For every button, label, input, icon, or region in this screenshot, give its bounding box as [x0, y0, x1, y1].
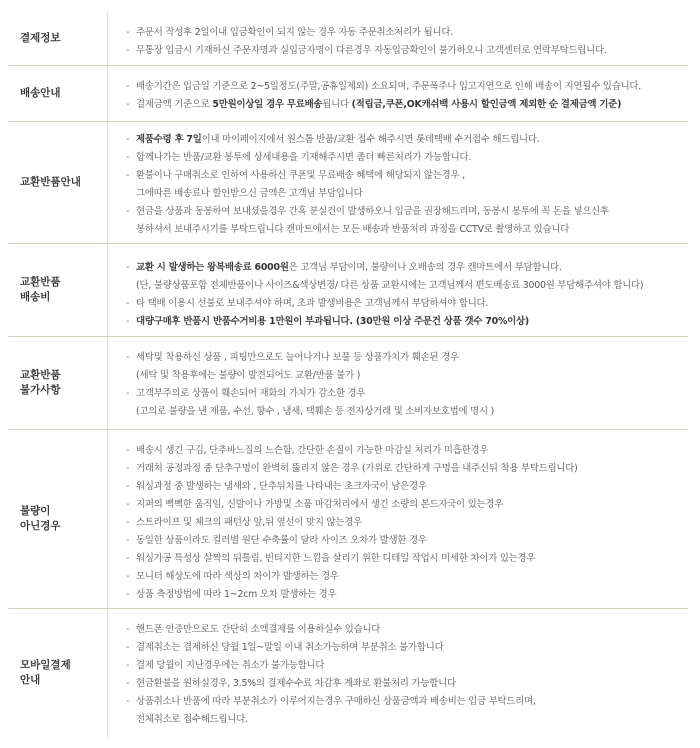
info-line: 봉하셔서 보내주시기를 부탁드립니다 캔마트에서는 모든 배송과 반품처리 과정을 CCTV로 촬영하고 있습니다 [136, 224, 570, 235]
info-line: - 모니터 해상도에 따라 색상의 차이가 발생하는 경우 [126, 571, 339, 582]
section-return-shipping-fee [8, 244, 688, 337]
info-line: 전체취소로 접수해드립니다. [136, 714, 248, 725]
section-shipping-info [8, 66, 688, 122]
info-line: - 결제금액 기준으로 5만원이상일 경우 무료배송됩니다 (적립금,쿠폰,OK캐쉬백 사용시 할인금액 제외한 순 결제금액 기준) [126, 99, 622, 110]
info-line: - 환불이나 구매취소로 인하여 사용하신 쿠폰및 무료배송 혜택에 해당되지 않는경우 , [126, 170, 465, 181]
section-label-text: 교환반품 배송비 [20, 276, 61, 303]
info-line: - 고객부주의로 상품이 훼손되어 재화의 가치가 감소한 경우 [126, 388, 366, 399]
info-line: (세탁 및 착용후에는 불량이 발견되어도 교환/반품 불가 ) [136, 370, 361, 381]
info-line: 그에따른 배송료나 할인받으신 금액은 고객님 부담입니다 [136, 188, 363, 199]
info-line: - 현금환불을 원하실경우, 3.5%의 결제수수료 차감후 계좌로 환불처리 가능합니다 [126, 678, 456, 689]
info-line: - 지퍼의 뻑뻑한 움직임, 신발이나 가방및 소품 마감처리에서 생긴 소량의 본드자국이 있는경우 [126, 499, 504, 510]
section-label-text: 모바일결제 안내 [20, 659, 71, 686]
info-line: - 워싱과정 중 발생하는 냄새와 , 단추뒤치를 나타내는 초크자국이 남은경우 [126, 481, 427, 492]
section-label-text: 결제정보 [20, 32, 61, 44]
section-return-restrictions [8, 337, 688, 430]
info-line: - 동일한 상품이라도 컬러별 원단 수축률이 달라 사이즈 오차가 발생한 경우 [126, 535, 427, 546]
section-not-defective [8, 430, 688, 609]
info-line: - 주문서 작성후 2일이내 입금확인이 되지 않는 경우 자동 주문취소처리가 됩니다. [126, 27, 453, 38]
section-label-text: 불량이 아닌경우 [20, 505, 61, 532]
info-line: - 배송기간은 입금일 기준으로 2~5일정도(주말,공휴일제외) 소요되며, 주문폭주나 입고지연으로 인해 배송이 지연될수 있습니다. [126, 81, 642, 92]
section-label-text: 교환반품안내 [20, 176, 81, 188]
section-label-text: 배송안내 [20, 87, 61, 99]
info-line: - 거래처 공정과정 중 단추구멍이 완벽히 뚫리지 않은 경우 (가위로 간단하게 구멍을 내주신뒤 착용 부탁드립니다) [126, 463, 578, 474]
info-line: - 핸드폰 인증만으로도 간단히 소액결제를 이용하실수 있습니다 [126, 624, 381, 635]
section-payment-info [8, 12, 688, 66]
info-line: - 워싱가공 특성상 살짝의 뒤틀림, 빈티지한 느낌을 살리기 위한 디테일 작업시 미세한 차이가 있는경우 [126, 553, 536, 564]
info-line: - 결제취소는 결제하신 당월 1일~말일 이내 취소가능하며 부분취소 불가합니다 [126, 642, 444, 653]
info-line: - 세탁및 착용하신 상품 , 피팅만으로도 늘어나거나 보풀 등 상품가치가 훼손된 경우 [126, 352, 459, 363]
section-label-text: 교환반품 불가사항 [20, 369, 61, 396]
info-line: - 교환 시 발생하는 왕복배송료 6000원은 고객님 부담이며, 불량이나 오배송의 경우 캔마트에서 부담합니다. [126, 262, 562, 273]
info-line: - 타 택배 이용시 선불로 보내주셔야 하며, 초과 발생비용은 고객님께서 부담하셔야 합니다. [126, 298, 489, 309]
info-line: - 결제 당월이 지난경우에는 취소가 불가능합니다 [126, 660, 325, 671]
info-line: (단, 불량상품포함 전체반품이나 사이즈&색상변경/ 다른 상품 교환시에는 고객님께서 편도배송료 3000원 부담해주셔야 합니다) [136, 280, 644, 291]
info-line: (고의로 불량을 낸 제품, 수선, 향수 , 냄새, 택훼손 등 전자상거래 및 소비자보호법에 명시 ) [136, 406, 495, 417]
info-line: - 배송시 생긴 구김, 단추바느질의 느슨함, 간단한 손질이 가능한 마감실 처리가 미흡한경우 [126, 445, 489, 456]
info-line: - 함께나가는 반품/교환 봉투에 상세내용을 기재해주시면 좀더 빠른처리가 가능합니다. [126, 152, 472, 163]
section-exchange-return-guide [8, 122, 688, 244]
info-line: - 현금을 상품과 동봉하여 보내셨을경우 간혹 분실건이 발생하오니 입금을 권장해드리며, 동봉시 봉투에 꼭 돈을 넣으신후 [126, 206, 609, 217]
info-line: - 제품수령 후 7일이내 마이페이지에서 원스톱 반품/교환 접수 해주시면 롯데택배 수거접수 해드립니다. [126, 134, 540, 145]
info-line: - 무통장 입금시 기재하신 주문자명과 실입금자명이 다른경우 자동입금확인이 불가하오니 고객센터로 연락부탁드립니다. [126, 45, 607, 56]
info-line: - 대량구매후 반품시 반품수거비용 1만원이 부과됩니다. (30만원 이상 주문건 상품 갯수 70%이상) [126, 316, 529, 327]
info-line: - 상품 측정방법에 따라 1~2cm 오차 발생하는 경우 [126, 589, 337, 600]
section-label [8, 12, 108, 65]
info-line: - 상품취소나 반품에 따라 부분취소가 이루어지는경우 구매하신 상품금액과 배송비는 입금 부탁드리며, [126, 696, 536, 707]
section-mobile-payment [8, 609, 688, 737]
info-line: - 스트라이프 및 체크의 패턴상 앞,뒤 옆선이 맞지 않는경우 [126, 517, 362, 528]
